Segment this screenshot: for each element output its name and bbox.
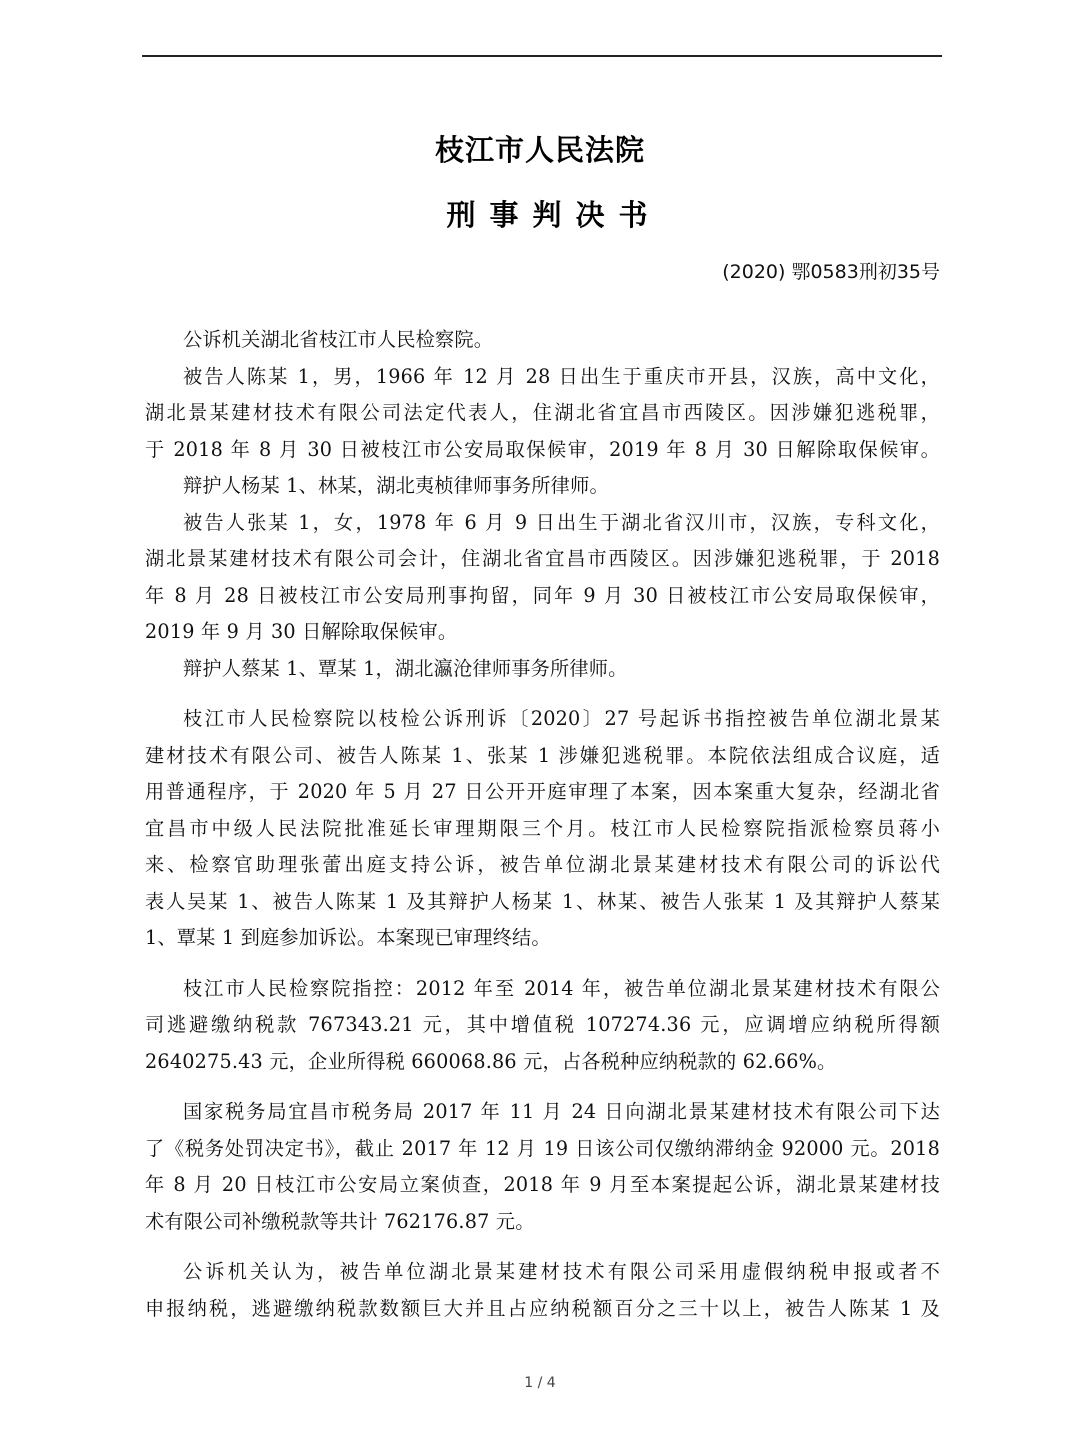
text-line: 公诉机关湖北省枝江市人民检察院。 (183, 328, 494, 351)
text-line: 1、覃某 1 到庭参加诉讼。本案现已审理终结。 (145, 926, 551, 949)
header-rule (142, 55, 942, 57)
text-line: 国家税务局宜昌市税务局 2017 年 11 月 24 日向湖北景某建材技术有限公司下达 (183, 1100, 940, 1123)
text-line: 被告人张某 1，女，1978 年 6 月 9 日出生于湖北省汉川市，汉族，专科文化， (183, 510, 940, 534)
text-line: 枝江市人民检察院指控：2012 年至 2014 年，被告单位湖北景某建材技术有限公 (183, 976, 940, 1000)
paragraph-charges (145, 971, 940, 1081)
text-line: 申报纳税，逃避缴纳税款数额巨大并且占应纳税额百分之三十以上，被告人陈某 1 及 (145, 1296, 940, 1320)
text-line: 辩护人蔡某 1、覃某 1，湖北瀛沧律师事务所律师。 (183, 656, 628, 680)
text-line: 来、检察官助理张蕾出庭支持公诉，被告单位湖北景某建材技术有限公司的诉讼代 (145, 853, 940, 876)
text-line: 宜昌市中级人民法院批准延长审理期限三个月。枝江市人民检察院指派检察员蒋小 (145, 816, 940, 840)
paragraph-defender-cai (145, 651, 940, 688)
text-line: 2640275.43 元，企业所得税 660068.86 元，占各税种应纳税款的 62.66%。 (145, 1049, 837, 1073)
document-type-title: 刑事判决书 (446, 198, 662, 232)
paragraph-prosecution-opinion (145, 1254, 940, 1327)
text-line: 表人吴某 1、被告人陈某 1 及其辩护人杨某 1、林某、被告人张某 1 及其辩护人蔡某 (145, 889, 940, 913)
text-line: 公诉机关认为，被告单位湖北景某建材技术有限公司采用虚假纳税申报或者不 (183, 1260, 940, 1283)
text-line: 湖北景某建材技术有限公司会计，住湖北省宜昌市西陵区。因涉嫌犯逃税罪，于 2018 (145, 547, 940, 570)
text-line: 年 8 月 28 日被枝江市公安局刑事拘留，同年 9 月 30 日被枝江市公安局取保候审， (145, 583, 940, 607)
judgment-body (145, 322, 940, 1327)
text-line: 被告人陈某 1，男，1966 年 12 月 28 日出生于重庆市开县，汉族，高中文化， (183, 364, 940, 388)
paragraph-tax-bureau (145, 1094, 940, 1240)
text-line: 建材技术有限公司、被告人陈某 1、张某 1 涉嫌犯逃税罪。本院依法组成合议庭，适 (145, 743, 940, 767)
paragraph-gap (145, 1240, 940, 1254)
text-line: 2019 年 9 月 30 日解除取保候审。 (145, 620, 458, 643)
text-line: 用普通程序，于 2020 年 5 月 27 日公开开庭审理了本案，因本案重大复杂，经湖北省 (145, 780, 940, 803)
paragraph-prosecutor (145, 322, 940, 359)
text-line: 司逃避缴纳税款 767343.21 元，其中增值税 107274.36 元，应调增应纳税所得额 (145, 1013, 940, 1036)
paragraph-gap (145, 687, 940, 701)
paragraph-defender-yang (145, 468, 940, 505)
text-line: 了《税务处罚决定书》，截止 2017 年 12 月 19 日该公司仅缴纳滞纳金 92000 元。2018 (145, 1136, 940, 1160)
paragraph-procedure (145, 701, 940, 957)
paragraph-gap (145, 957, 940, 971)
text-line: 于 2018 年 8 月 30 日被枝江市公安局取保候审，2019 年 8 月 30 日解除取保候审。 (145, 437, 940, 461)
text-line: 术有限公司补缴税款等共计 762176.87 元。 (145, 1209, 535, 1233)
paragraph-gap (145, 1080, 940, 1094)
text-line: 年 8 月 20 日枝江市公安局立案侦查，2018 年 9 月至本案提起公诉，湖北景某建材技 (145, 1173, 940, 1196)
text-line: 辩护人杨某 1、林某，湖北夷桢律师事务所律师。 (183, 474, 609, 497)
page-indicator: 1 / 4 (524, 1375, 556, 1391)
text-line: 湖北景某建材技术有限公司法定代表人，住湖北省宜昌市西陵区。因涉嫌犯逃税罪， (145, 401, 940, 424)
case-number: (2020) 鄂0583刑初35号 (722, 261, 940, 283)
paragraph-defendant-zhang (145, 505, 940, 651)
text-line: 枝江市人民检察院以枝检公诉刑诉〔2020〕27 号起诉书指控被告单位湖北景某 (183, 707, 940, 730)
paragraph-defendant-chen (145, 359, 940, 469)
court-name: 枝江市人民法院 (434, 133, 645, 167)
